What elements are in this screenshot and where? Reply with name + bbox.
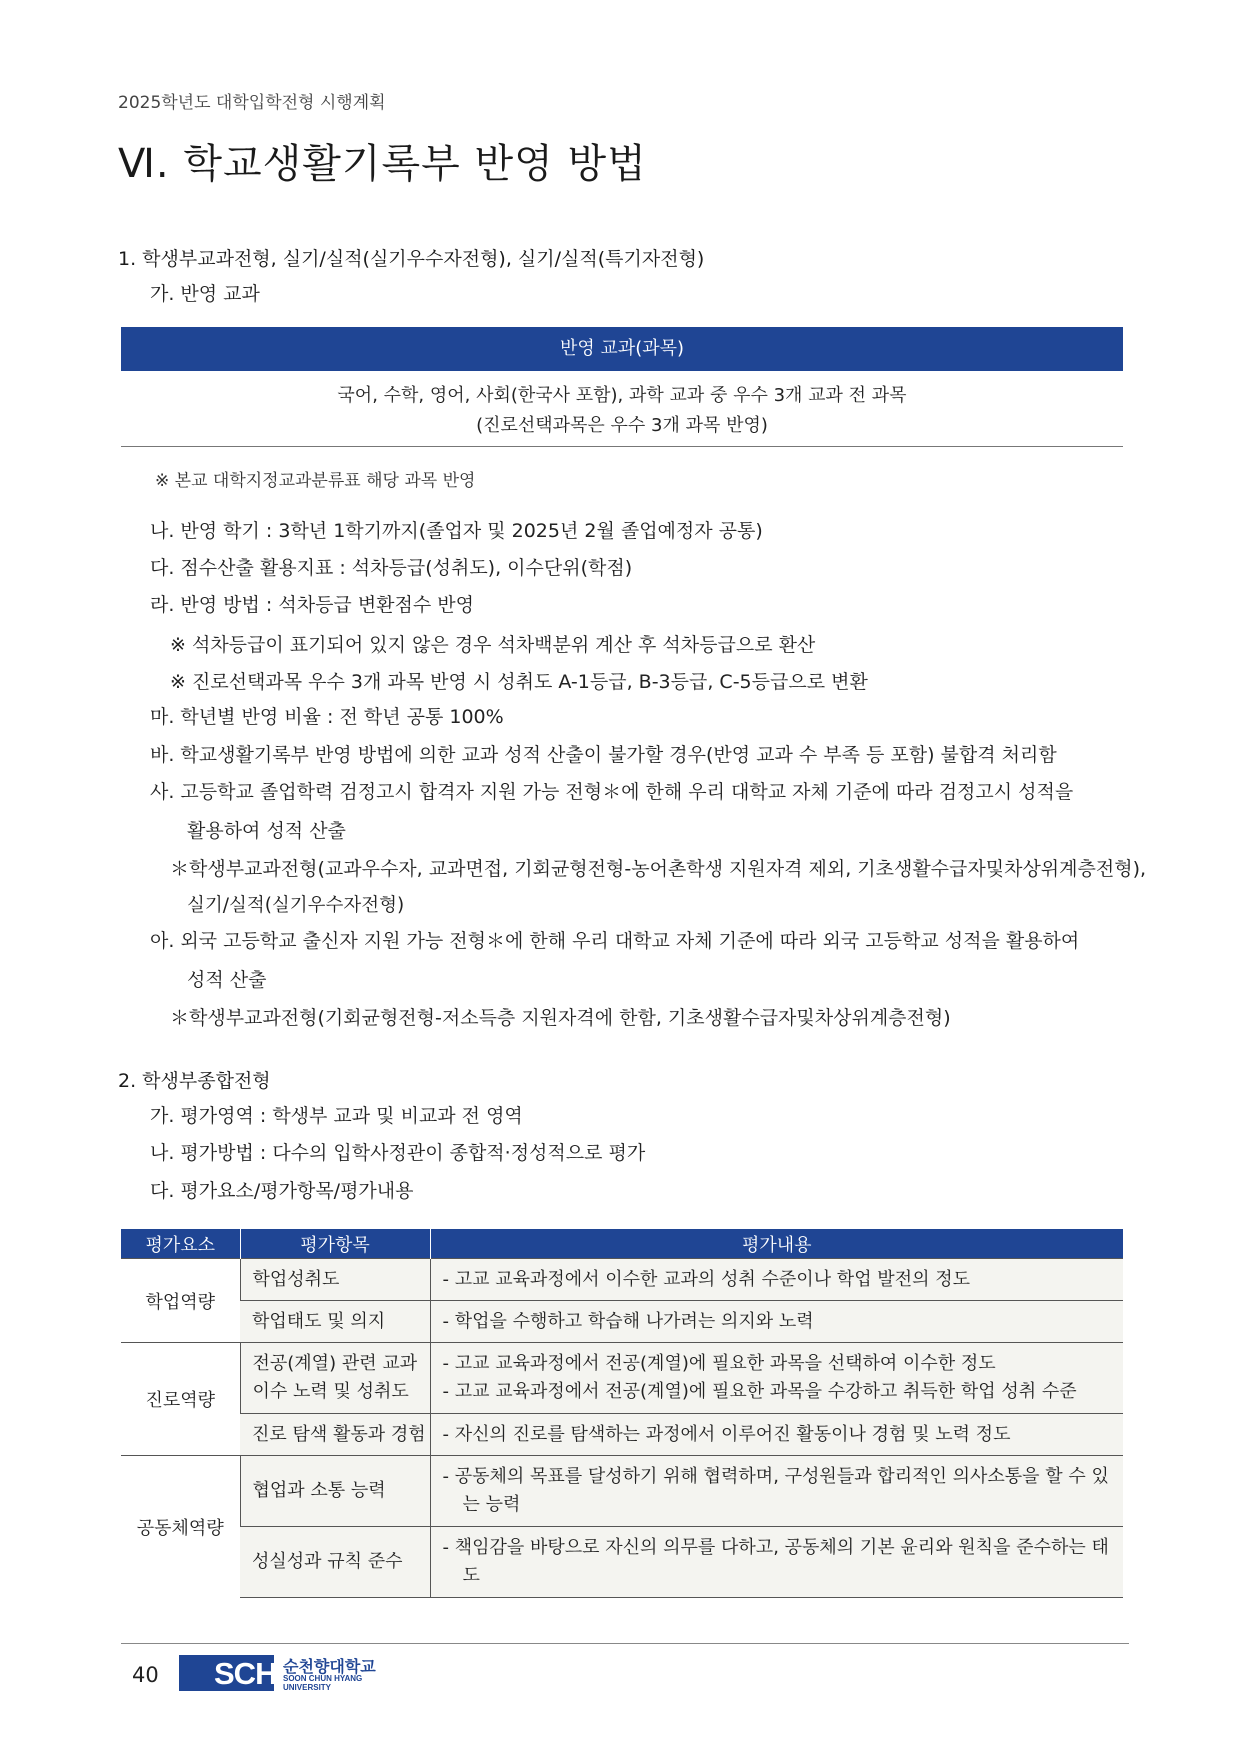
evaluation-content-cell: [430, 1414, 1123, 1456]
section1-item-ba: 바. 학교생활기록부 반영 방법에 의한 교과 성적 산출이 불가할 경우(반영 교과 수 부족 등 포함) 불합격 처리함: [150, 744, 1057, 766]
evaluation-item-cell: 학업태도 및 의지: [240, 1301, 430, 1343]
section1-item-na: 나. 반영 학기 : 3학년 1학기까지(졸업자 및 2025년 2월 졸업예정자 공통): [150, 520, 763, 542]
university-logo-text: SCH: [214, 1656, 277, 1691]
subject-table-body: [121, 371, 1123, 447]
document-header: 2025학년도 대학입학전형 시행계획: [118, 93, 386, 113]
page-number: 40: [132, 1663, 159, 1687]
evaluation-content-cell: [430, 1456, 1123, 1527]
table-row: [121, 1456, 1123, 1527]
evaluation-table-header: 평가내용: [430, 1229, 1123, 1259]
evaluation-area-cell: 진로역량: [121, 1343, 240, 1456]
evaluation-content-line: - 학업을 수행하고 학습해 나가려는 의지와 노력: [442, 1310, 814, 1332]
university-name-english-line2: UNIVERSITY: [283, 1683, 332, 1692]
evaluation-content-line: - 고교 교육과정에서 전공(계열)에 필요한 과목을 수강하고 취득한 학업 성취 수준: [442, 1381, 1077, 1402]
evaluation-content-line: - 자신의 진로를 탐색하는 과정에서 이루어진 활동이나 경험 및 노력 정도: [442, 1423, 1011, 1445]
section2-heading: 2. 학생부종합전형: [118, 1070, 271, 1092]
evaluation-item-cell: 진로 탐색 활동과 경험: [240, 1414, 430, 1456]
evaluation-content-cell: [430, 1527, 1123, 1598]
section1-note-sa-line1: ＊학생부교과전형(교과우수자, 교과면접, 기회균형전형-농어촌학생 지원자격 제외, 기초생활수급자및차상위계층전형),: [170, 858, 1147, 880]
evaluation-table-header-row: [121, 1229, 1123, 1259]
section2-item-ga: 가. 평가영역 : 학생부 교과 및 비교과 전 영역: [150, 1105, 523, 1127]
section1-item-sa-line2: 활용하여 성적 산출: [187, 820, 346, 842]
subject-table-line2: (진로선택과목은 우수 3개 과목 반영): [476, 415, 768, 436]
subject-table-note: ※ 본교 대학지정교과분류표 해당 과목 반영: [155, 471, 476, 491]
evaluation-item-cell: 협업과 소통 능력: [240, 1456, 430, 1527]
table-row: [121, 1301, 1123, 1343]
evaluation-content-cell: [430, 1301, 1123, 1343]
section2-item-da: 다. 평가요소/평가항목/평가내용: [150, 1180, 414, 1202]
subject-table: [121, 327, 1123, 447]
section1-note-a: ＊학생부교과전형(기회균형전형-저소득층 지원자격에 한함, 기초생활수급자및차상위계층전형): [170, 1007, 951, 1029]
evaluation-content-cell: [430, 1259, 1123, 1301]
evaluation-table: [121, 1229, 1123, 1598]
footer-divider: [121, 1643, 1129, 1644]
chapter-title: Ⅵ. 학교생활기록부 반영 방법: [118, 141, 647, 187]
evaluation-item-cell: 전공(계열) 관련 교과 이수 노력 및 성취도: [240, 1343, 430, 1414]
evaluation-content-line: - 고교 교육과정에서 전공(계열)에 필요한 과목을 선택하여 이수한 정도: [442, 1353, 996, 1374]
section1-heading: 1. 학생부교과전형, 실기/실적(실기우수자전형), 실기/실적(특기자전형): [118, 248, 705, 270]
evaluation-content-line: - 책임감을 바탕으로 자신의 의무를 다하고, 공동체의 기본 윤리와 원칙을 준수하는 태도: [442, 1537, 1109, 1586]
evaluation-item-cell: 성실성과 규칙 준수: [240, 1527, 430, 1598]
table-row: [121, 1527, 1123, 1598]
section1-note-ra2: ※ 진로선택과목 우수 3개 과목 반영 시 성취도 A-1등급, B-3등급, C-5등급으로 변환: [170, 671, 868, 693]
section1-note-ra1: ※ 석차등급이 표기되어 있지 않은 경우 석차백분위 계산 후 석차등급으로 환산: [170, 634, 816, 656]
table-row: [121, 1414, 1123, 1456]
section2-item-na: 나. 평가방법 : 다수의 입학사정관이 종합적·정성적으로 평가: [150, 1142, 646, 1164]
table-row: [121, 1343, 1123, 1414]
section1-item-da: 다. 점수산출 활용지표 : 석차등급(성취도), 이수단위(학점): [150, 557, 633, 579]
evaluation-table-header: 평가요소: [121, 1229, 240, 1259]
evaluation-content-line: - 고교 교육과정에서 이수한 교과의 성취 수준이나 학업 발전의 정도: [442, 1268, 970, 1290]
table-row: [121, 1259, 1123, 1301]
university-name-english-line1: SOON CHUN HYANG: [283, 1674, 363, 1683]
university-name-korean: 순천향대학교: [283, 1657, 376, 1676]
evaluation-area-cell: 학업역량: [121, 1259, 240, 1343]
evaluation-content-cell: [430, 1343, 1123, 1414]
section1-item-ra: 라. 반영 방법 : 석차등급 변환점수 반영: [150, 594, 474, 616]
evaluation-content-line: - 공동체의 목표를 달성하기 위해 협력하며, 구성원들과 합리적인 의사소통을 할 수 있는 능력: [442, 1466, 1109, 1515]
section1-item-sa-line1: 사. 고등학교 졸업학력 검정고시 합격자 지원 가능 전형＊에 한해 우리 대학교 자체 기준에 따라 검정고시 성적을: [150, 781, 1074, 803]
section1-item-ga: 가. 반영 교과: [150, 283, 260, 305]
section1-item-ma: 마. 학년별 반영 비율 : 전 학년 공통 100%: [150, 706, 504, 728]
evaluation-table-header: 평가항목: [240, 1229, 430, 1259]
subject-table-line1: 국어, 수학, 영어, 사회(한국사 포함), 과학 교과 중 우수 3개 교과 전 과목: [337, 385, 907, 406]
evaluation-area-cell: 공동체역량: [121, 1456, 240, 1598]
subject-table-header: 반영 교과(과목): [121, 327, 1123, 371]
section1-note-sa-line2: 실기/실적(실기우수자전형): [187, 895, 405, 916]
section1-item-a-line2: 성적 산출: [187, 969, 267, 991]
section1-item-a-line1: 아. 외국 고등학교 출신자 지원 가능 전형＊에 한해 우리 대학교 자체 기준에 따라 외국 고등학교 성적을 활용하여: [150, 930, 1080, 952]
evaluation-item-cell: 학업성취도: [240, 1259, 430, 1301]
